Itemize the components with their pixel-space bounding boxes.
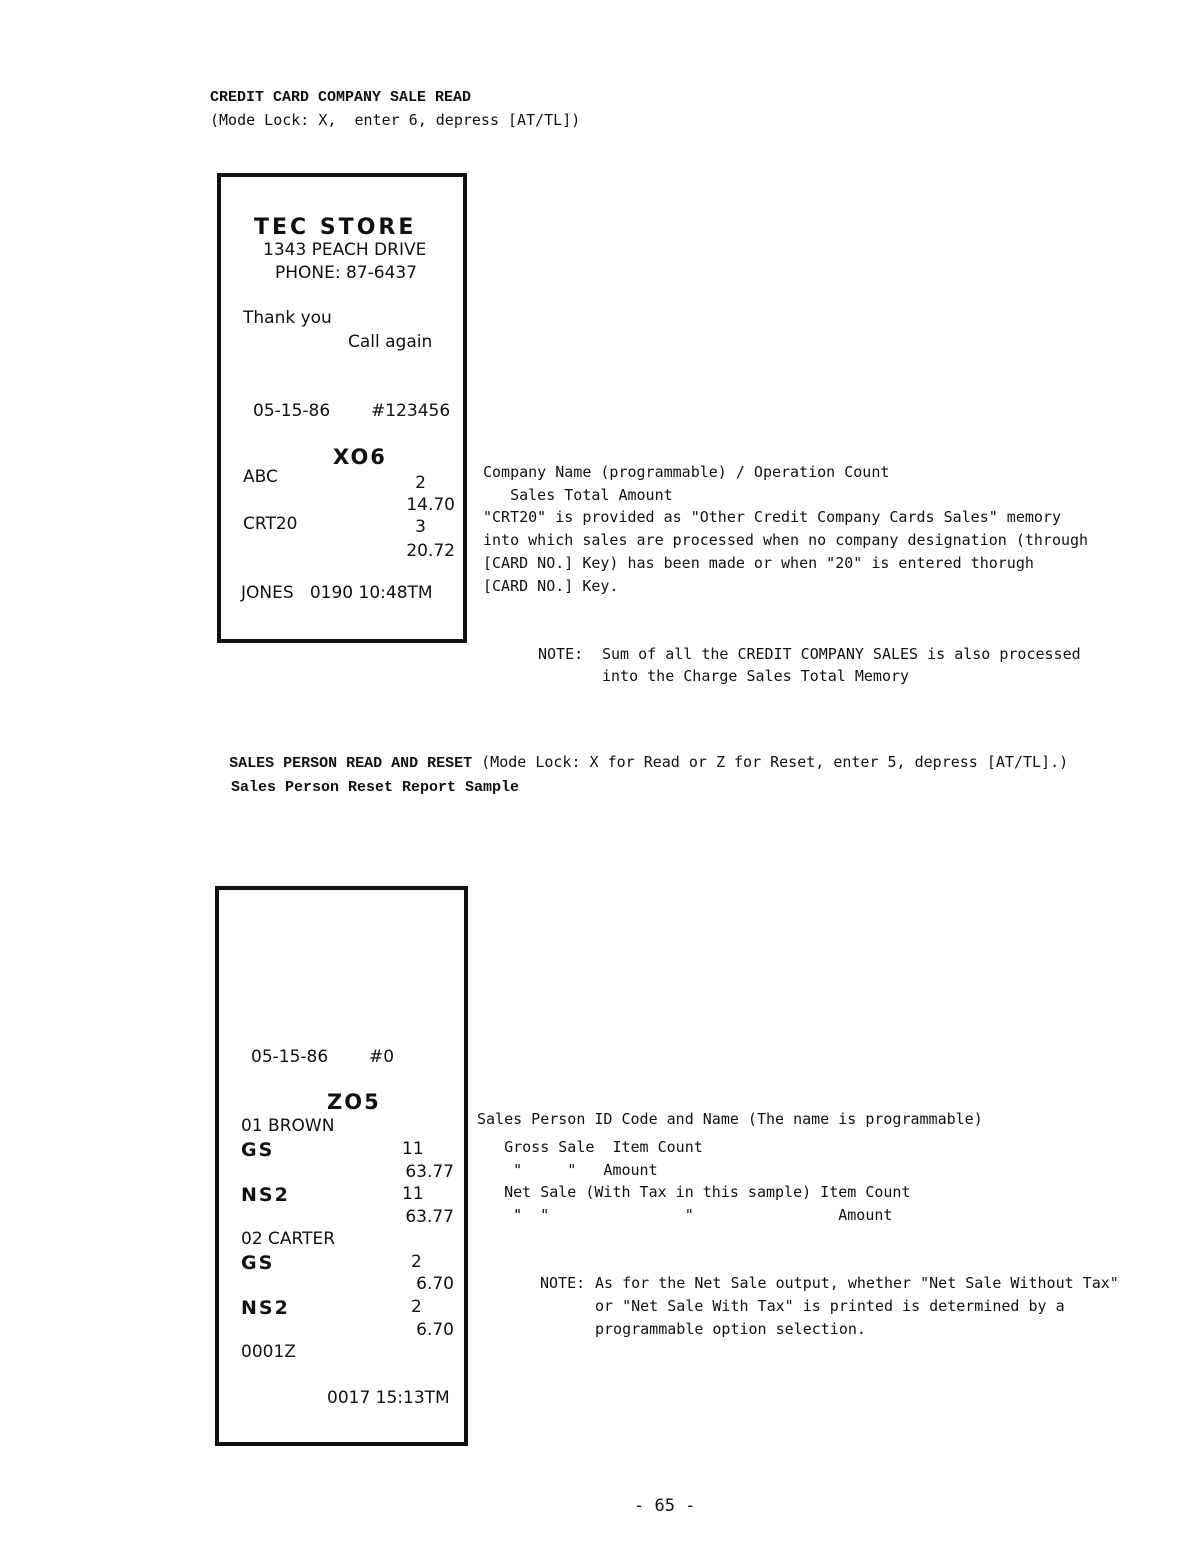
- section2-subtitle: Sales Person Reset Report Sample: [231, 779, 520, 796]
- row-value: 11: [402, 1184, 424, 1204]
- row-label: NS2: [241, 1297, 290, 1319]
- store-address: 1343 PEACH DRIVE: [263, 240, 427, 260]
- row-label: 01 BROWN: [241, 1116, 335, 1136]
- row-value: 63.77: [405, 1162, 454, 1182]
- row-label: GS: [241, 1139, 275, 1161]
- annotation2-line: " " " Amount: [477, 1206, 893, 1224]
- report-code: XO6: [333, 445, 387, 469]
- note-line: Sum of all the CREDIT COMPANY SALES is also processed: [602, 645, 1081, 663]
- store-phone: PHONE: 87-6437: [275, 263, 418, 283]
- annotation1-line: into which sales are processed when no company designation (through: [483, 531, 1089, 549]
- receipt-date: 05-15-86: [253, 401, 331, 421]
- row-label: ABC: [243, 467, 278, 487]
- row-value: 11: [402, 1139, 424, 1159]
- call-again-text: Call again: [348, 332, 433, 352]
- page-number: - 65 -: [634, 1496, 696, 1516]
- row-value: 6.70: [416, 1320, 454, 1340]
- section2-heading: [211, 733, 1068, 773]
- receipt-footer: 0017 15:13TM: [327, 1388, 450, 1408]
- note-line: programmable option selection.: [595, 1320, 866, 1338]
- row-label: CRT20: [243, 514, 298, 534]
- annotation1-line: "CRT20" is provided as "Other Credit Company Cards Sales" memory: [483, 508, 1061, 526]
- row-value: 2: [415, 473, 426, 493]
- row-label: GS: [241, 1252, 275, 1274]
- report-code: ZO5: [327, 1090, 381, 1114]
- annotation1-line: [CARD NO.] Key) has been made or when "20" is entered thorugh: [483, 554, 1034, 572]
- section2-instruction: (Mode Lock: X for Read or Z for Reset, enter 5, depress [AT/TL].): [472, 753, 1069, 771]
- row-label: NS2: [241, 1184, 290, 1206]
- note-line: into the Charge Sales Total Memory: [602, 667, 910, 685]
- receipt-number: #123456: [371, 401, 451, 421]
- note-line: or "Net Sale With Tax" is printed is determined by a: [595, 1297, 1065, 1315]
- receipt-number: #0: [369, 1047, 395, 1067]
- section1-title: CREDIT CARD COMPANY SALE READ: [210, 89, 472, 106]
- note-label: NOTE:: [538, 645, 584, 663]
- section1-instruction: (Mode Lock: X, enter 6, depress [AT/TL]): [210, 111, 581, 129]
- annotation2-line: Gross Sale Item Count: [477, 1138, 703, 1156]
- row-value: 2: [411, 1252, 422, 1272]
- section2-title: SALES PERSON READ AND RESET: [229, 755, 473, 772]
- note-label: NOTE:: [540, 1274, 586, 1292]
- row-label: 0001Z: [241, 1342, 296, 1362]
- annotation1-line: Company Name (programmable) / Operation Count: [483, 463, 890, 481]
- annotation2-line: " " Amount: [477, 1161, 658, 1179]
- receipt-footer: JONES 0190 10:48TM: [241, 583, 433, 603]
- receipt-date: 05-15-86: [251, 1047, 329, 1067]
- thanks-text: Thank you: [243, 308, 332, 328]
- row-value: 6.70: [416, 1274, 454, 1294]
- row-value: 63.77: [405, 1207, 454, 1227]
- receipt-sales-person-reset: [215, 886, 468, 1446]
- row-value: 20.72: [406, 541, 455, 561]
- row-value: 2: [411, 1297, 422, 1317]
- note-line: As for the Net Sale output, whether "Net Sale Without Tax": [595, 1274, 1119, 1292]
- row-value: 14.70: [406, 495, 455, 515]
- annotation1-line: [CARD NO.] Key.: [483, 577, 619, 595]
- row-label: 02 CARTER: [241, 1229, 336, 1249]
- annotation2-line: Net Sale (With Tax in this sample) Item Count: [477, 1183, 911, 1201]
- row-value: 3: [415, 517, 426, 537]
- receipt-credit-card-read: [217, 173, 467, 643]
- store-name: TEC STORE: [254, 215, 417, 240]
- annotation1-line: Sales Total Amount: [483, 486, 673, 504]
- annotation2-line: Sales Person ID Code and Name (The name is programmable): [477, 1110, 983, 1128]
